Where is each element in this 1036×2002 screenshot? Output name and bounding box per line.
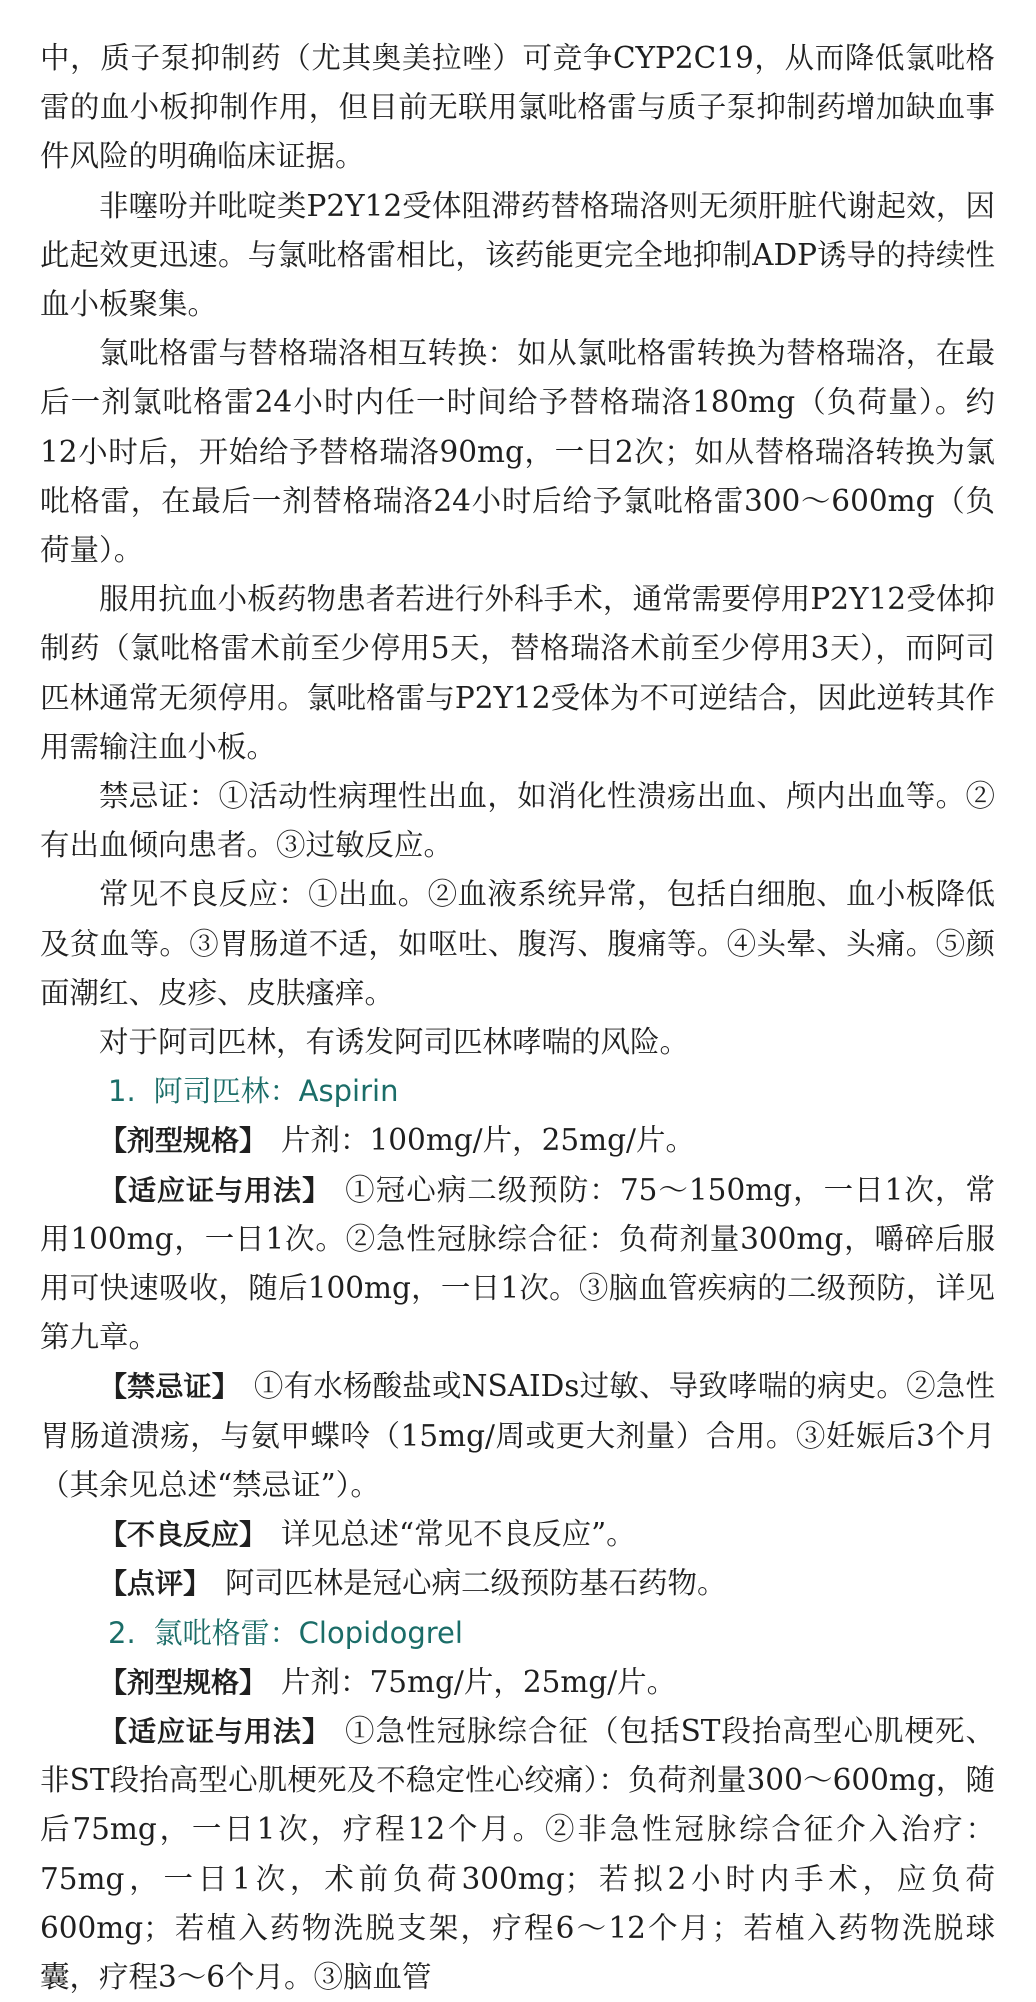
section-title: 氯吡格雷：Clopidogrel — [153, 1615, 463, 1650]
field-label: 【剂型规格】 — [99, 1124, 268, 1158]
body-paragraph-switching: 氯吡格雷与替格瑞洛相互转换：如从氯吡格雷转换为替格瑞洛，在最后一剂氯吡格雷24小时内任一时间给予替格瑞洛180mg（负荷量）。约12小时后，开始给予替格瑞洛90mg，一日2次；如从替格瑞洛转换为氯吡格雷，在最后一剂替格瑞洛24小时后给予氯吡格雷300～600mg（负荷量）。 — [40, 336, 995, 568]
field-text: ①有水杨酸盐或NSAIDs过敏、导致哮喘的病史。②急性胃肠道溃疡，与氨甲蝶呤（15mg/周或更大剂量）合用。③妊娠后3个月（其余见总述“禁忌证”）。 — [40, 1369, 995, 1502]
section-title: 阿司匹林：Aspirin — [153, 1074, 399, 1109]
field-label: 【适应证与用法】 — [99, 1714, 332, 1748]
field-label: 【不良反应】 — [99, 1518, 268, 1552]
field-text: ①急性冠脉综合征（包括ST段抬高型心肌梗死、非ST段抬高型心肌梗死及不稳定性心绞痛）：负荷剂量300～600mg，随后75mg，一日1次，疗程12个月。②非急性冠脉综合征介入治疗：75mg，一日1次，术前负荷300mg；若拟2小时内手术，应负荷600mg；若植入药物洗脱支架，疗程6～12个月；若植入药物洗脱球囊，疗程3～6个月。③脑血管 — [40, 1713, 995, 1994]
aspirin-dosage-field — [40, 1116, 995, 1165]
body-paragraph-adverse-reactions: 常见不良反应：①出血。②血液系统异常，包括白细胞、血小板降低及贫血等。③胃肠道不适，如呕吐、腹泻、腹痛等。④头晕、头痛。⑤颜面潮红、皮疹、皮肤瘙痒。 — [40, 877, 995, 1010]
field-text: 详见总述“常见不良反应”。 — [281, 1517, 636, 1552]
body-paragraph-aspirin-asthma: 对于阿司匹林，有诱发阿司匹林哮喘的风险。 — [99, 1025, 690, 1060]
field-text: 阿司匹林是冠心病二级预防基石药物。 — [225, 1566, 727, 1601]
section-heading-clopidogrel — [40, 1609, 995, 1658]
aspirin-adverse-field — [40, 1510, 995, 1559]
document-page — [40, 34, 995, 2002]
clopidogrel-indication-field — [40, 1707, 995, 2002]
aspirin-indication-field — [40, 1166, 995, 1363]
aspirin-comment-field — [40, 1559, 995, 1608]
field-text: 片剂：100mg/片，25mg/片。 — [281, 1123, 695, 1158]
aspirin-contraindication-field — [40, 1362, 995, 1510]
field-label: 【点评】 — [99, 1567, 212, 1601]
body-paragraph-surgery: 服用抗血小板药物患者若进行外科手术，通常需要停用P2Y12受体抑制药（氯吡格雷术前至少停用5天，替格瑞洛术前至少停用3天），而阿司匹林通常无须停用。氯吡格雷与P2Y12受体为不可逆结合，因此逆转其作用需输注血小板。 — [40, 582, 995, 764]
body-paragraph-ticagrelor: 非噻吩并吡啶类P2Y12受体阻滞药替格瑞洛则无须肝脏代谢起效，因此起效更迅速。与氯吡格雷相比，该药能更完全地抑制ADP诱导的持续性血小板聚集。 — [40, 188, 995, 322]
field-label: 【适应证与用法】 — [99, 1173, 332, 1207]
field-text: ①冠心病二级预防：75～150mg，一日1次，常用100mg，一日1次。②急性冠脉综合征：负荷剂量300mg，嚼碎后服用可快速吸收，随后100mg，一日1次。③脑血管疾病的二级预防，详见第九章。 — [40, 1172, 995, 1355]
clopidogrel-dosage-field — [40, 1658, 995, 1707]
section-heading-aspirin — [40, 1067, 995, 1116]
section-number: 2. — [108, 1615, 136, 1650]
field-label: 【剂型规格】 — [99, 1665, 268, 1699]
body-paragraph-contraindications: 禁忌证：①活动性病理性出血，如消化性溃疡出血、颅内出血等。②有出血倾向患者。③过敏反应。 — [40, 779, 995, 863]
body-paragraph-ppi-interaction: 中，质子泵抑制药（尤其奥美拉唑）可竞争CYP2C19，从而降低氯吡格雷的血小板抑制作用，但目前无联用氯吡格雷与质子泵抑制药增加缺血事件风险的明确临床证据。 — [40, 41, 995, 174]
field-label: 【禁忌证】 — [99, 1370, 240, 1404]
field-text: 片剂：75mg/片，25mg/片。 — [281, 1664, 677, 1699]
section-number: 1. — [108, 1074, 136, 1109]
